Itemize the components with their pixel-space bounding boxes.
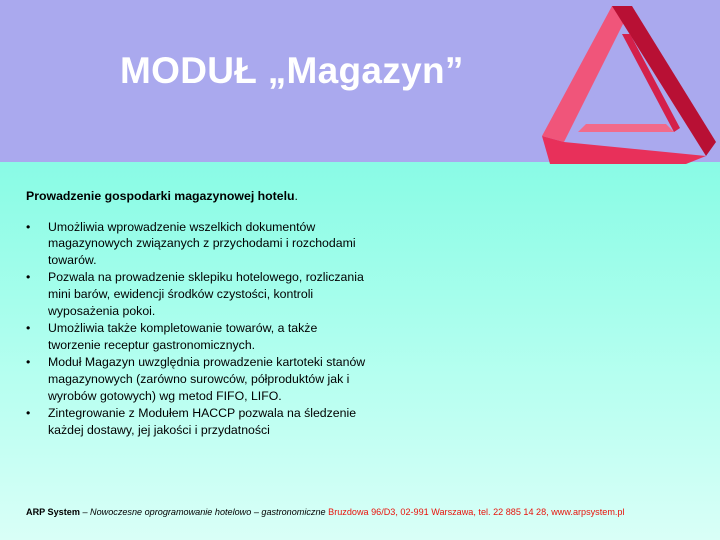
bullet-marker: • [26, 406, 31, 421]
footer-address: Bruzdowa 96/D3, 02-991 Warszawa, tel. 22 885 14 28, www.arpsystem.pl [328, 507, 625, 517]
footer-company: ARP System [26, 507, 80, 517]
bullet-text: Umożliwia także kompletowanie towarów, a także tworzenie receptur gastronomicznych. [48, 321, 318, 352]
intro-suffix: . [294, 189, 298, 203]
slide-content [26, 188, 366, 439]
list-item [26, 219, 366, 269]
bullet-marker: • [26, 219, 31, 234]
footer [26, 507, 706, 517]
intro-heading: Prowadzenie gospodarki magazynowej hotelu [26, 189, 295, 203]
list-item [26, 269, 366, 319]
bullet-text: Pozwala na prowadzenie sklepiku hotelowego, rozliczania mini barów, ewidencji środków czystości, kontroli wyposażenia pokoi. [48, 270, 364, 318]
bullet-text: Moduł Magazyn uwzględnia prowadzenie kartoteki stanów magazynowych (zarówno surowców, półproduktów jak i wyrobów gotowych) wg metod FIFO, LIFO. [48, 355, 366, 403]
bullet-marker: • [26, 321, 31, 336]
bullet-list [26, 219, 366, 439]
bullet-text: Umożliwia wprowadzenie wszelkich dokumentów magazynowych związanych z przychodami i rozchodami towarów. [48, 219, 356, 267]
bullet-text: Zintegrowanie z Modułem HACCP pozwala na śledzenie każdej dostawy, jej jakości i przydatności [48, 406, 357, 437]
header-band [0, 0, 720, 162]
footer-tagline: – Nowoczesne oprogramowanie hotelowo – gastronomiczne [79, 507, 329, 517]
list-item [26, 405, 366, 438]
penrose-triangle-logo [536, 4, 720, 170]
list-item [26, 320, 366, 353]
bullet-marker: • [26, 355, 31, 370]
slide-title: MODUŁ „Magazyn” [120, 50, 464, 91]
intro-line [26, 188, 366, 205]
list-item [26, 354, 366, 404]
bullet-marker: • [26, 270, 31, 285]
